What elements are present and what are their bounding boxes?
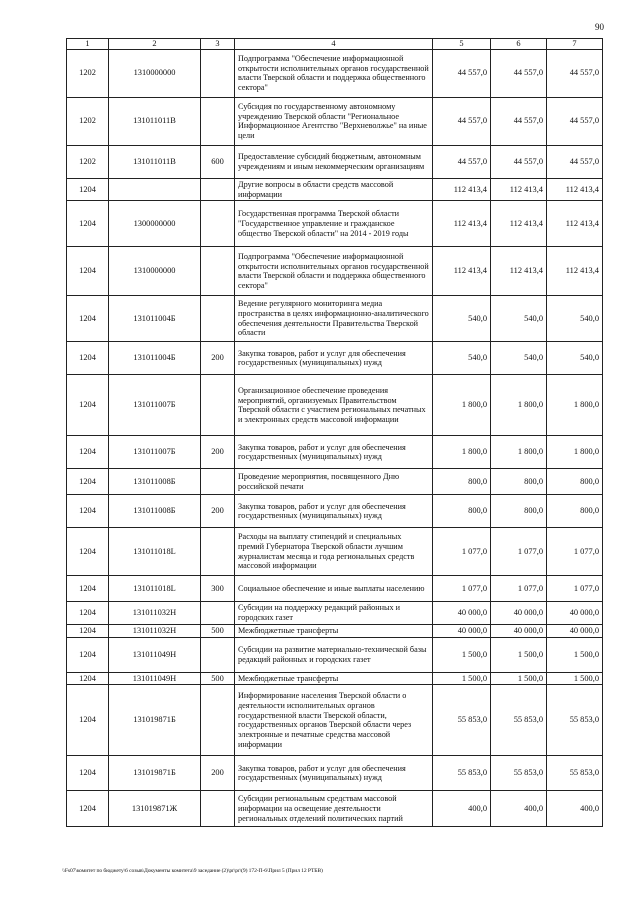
cell-amount-1: 55 853,0 bbox=[433, 756, 491, 791]
cell-amount-1: 400,0 bbox=[433, 791, 491, 827]
cell-amount-2: 1 077,0 bbox=[491, 528, 547, 576]
cell-amount-1: 112 413,4 bbox=[433, 201, 491, 247]
cell-amount-2: 55 853,0 bbox=[491, 685, 547, 756]
cell-amount-1: 44 557,0 bbox=[433, 49, 491, 97]
cell-amount-3: 540,0 bbox=[547, 342, 603, 375]
cell-amount-1: 540,0 bbox=[433, 296, 491, 342]
cell-target-code: 131011018L bbox=[109, 576, 201, 602]
header-col-7: 7 bbox=[547, 39, 603, 50]
cell-target-code: 131019871Ж bbox=[109, 791, 201, 827]
cell-name: Подпрограмма "Обеспечение информационной открытости исполнительных органов государственной власти Тверской области и поддержка общественного сектора" bbox=[235, 49, 433, 97]
table-row bbox=[67, 624, 603, 637]
cell-amount-2: 44 557,0 bbox=[491, 97, 547, 145]
cell-target-code: 131011007Б bbox=[109, 436, 201, 469]
cell-amount-1: 1 077,0 bbox=[433, 528, 491, 576]
table-row bbox=[67, 685, 603, 756]
table-row bbox=[67, 576, 603, 602]
cell-name: Закупка товаров, работ и услуг для обеспечения государственных (муниципальных) нужд bbox=[235, 495, 433, 528]
cell-amount-3: 1 077,0 bbox=[547, 576, 603, 602]
table-row bbox=[67, 342, 603, 375]
cell-amount-3: 112 413,4 bbox=[547, 247, 603, 296]
cell-expense-type: 200 bbox=[201, 756, 235, 791]
table-row bbox=[67, 296, 603, 342]
cell-amount-3: 112 413,4 bbox=[547, 178, 603, 200]
cell-target-code: 131011008Б bbox=[109, 495, 201, 528]
header-col-3: 3 bbox=[201, 39, 235, 50]
table-row bbox=[67, 528, 603, 576]
cell-razdel: 1204 bbox=[67, 247, 109, 296]
cell-amount-3: 44 557,0 bbox=[547, 97, 603, 145]
cell-name: Подпрограмма "Обеспечение информационной открытости исполнительных органов государственной власти Тверской области и поддержка общественного сектора" bbox=[235, 247, 433, 296]
cell-amount-1: 1 800,0 bbox=[433, 436, 491, 469]
header-col-1: 1 bbox=[67, 39, 109, 50]
table-row bbox=[67, 791, 603, 827]
cell-amount-3: 40 000,0 bbox=[547, 624, 603, 637]
cell-expense-type bbox=[201, 178, 235, 200]
cell-amount-2: 800,0 bbox=[491, 495, 547, 528]
cell-expense-type bbox=[201, 201, 235, 247]
cell-razdel: 1204 bbox=[67, 791, 109, 827]
page-number: 90 bbox=[595, 22, 604, 32]
cell-amount-1: 55 853,0 bbox=[433, 685, 491, 756]
cell-amount-2: 112 413,4 bbox=[491, 178, 547, 200]
table-row bbox=[67, 602, 603, 624]
cell-expense-type bbox=[201, 685, 235, 756]
cell-razdel: 1204 bbox=[67, 469, 109, 495]
cell-name: Субсидии на развитие материально-технической базы редакций районных и городских газет bbox=[235, 637, 433, 672]
cell-name: Проведение мероприятия, посвященного Дню российской печати bbox=[235, 469, 433, 495]
cell-amount-3: 1 500,0 bbox=[547, 672, 603, 685]
table-row bbox=[67, 495, 603, 528]
cell-amount-2: 44 557,0 bbox=[491, 49, 547, 97]
cell-target-code: 131011032Н bbox=[109, 602, 201, 624]
table-row bbox=[67, 469, 603, 495]
cell-target-code: 131011018L bbox=[109, 528, 201, 576]
cell-amount-3: 1 800,0 bbox=[547, 375, 603, 436]
cell-amount-1: 40 000,0 bbox=[433, 602, 491, 624]
cell-amount-1: 44 557,0 bbox=[433, 97, 491, 145]
cell-expense-type bbox=[201, 637, 235, 672]
cell-name: Субсидия по государственному автономному учреждению Тверской области "Региональное Информационное Агентство "Верхневолжье" на иные цели bbox=[235, 97, 433, 145]
cell-name: Субсидии региональным средствам массовой информации на освещение деятельности региональных отделений политических партий bbox=[235, 791, 433, 827]
cell-amount-1: 1 500,0 bbox=[433, 672, 491, 685]
cell-expense-type: 600 bbox=[201, 145, 235, 178]
cell-amount-2: 1 800,0 bbox=[491, 375, 547, 436]
cell-expense-type: 300 bbox=[201, 576, 235, 602]
cell-name: Другие вопросы в области средств массовой информации bbox=[235, 178, 433, 200]
cell-razdel: 1204 bbox=[67, 375, 109, 436]
cell-amount-2: 540,0 bbox=[491, 296, 547, 342]
table-row bbox=[67, 436, 603, 469]
cell-name: Предоставление субсидий бюджетным, автономным учреждениям и иным некоммерческим организациям bbox=[235, 145, 433, 178]
cell-target-code: 131011007Б bbox=[109, 375, 201, 436]
cell-target-code: 131011008Б bbox=[109, 469, 201, 495]
cell-amount-1: 112 413,4 bbox=[433, 178, 491, 200]
cell-amount-3: 1 500,0 bbox=[547, 637, 603, 672]
cell-razdel: 1204 bbox=[67, 624, 109, 637]
cell-amount-3: 44 557,0 bbox=[547, 145, 603, 178]
cell-amount-3: 540,0 bbox=[547, 296, 603, 342]
cell-amount-1: 1 500,0 bbox=[433, 637, 491, 672]
cell-razdel: 1202 bbox=[67, 145, 109, 178]
cell-razdel: 1204 bbox=[67, 576, 109, 602]
cell-target-code: 131011004Б bbox=[109, 342, 201, 375]
cell-amount-2: 1 800,0 bbox=[491, 436, 547, 469]
cell-amount-1: 1 800,0 bbox=[433, 375, 491, 436]
cell-razdel: 1204 bbox=[67, 178, 109, 200]
cell-target-code: 131011011В bbox=[109, 145, 201, 178]
cell-razdel: 1204 bbox=[67, 672, 109, 685]
cell-razdel: 1204 bbox=[67, 296, 109, 342]
cell-name: Ведение регулярного мониторинга медиа пространства в целях информационно-аналитического обеспечения деятельности Правительства Тверской области bbox=[235, 296, 433, 342]
table-body bbox=[67, 49, 603, 827]
cell-name: Закупка товаров, работ и услуг для обеспечения государственных (муниципальных) нужд bbox=[235, 342, 433, 375]
cell-amount-3: 400,0 bbox=[547, 791, 603, 827]
cell-name: Государственная программа Тверской области "Государственное управление и гражданское общество Тверской области" на 2014 - 2019 годы bbox=[235, 201, 433, 247]
cell-target-code: 1310000000 bbox=[109, 49, 201, 97]
table-row bbox=[67, 637, 603, 672]
cell-amount-2: 44 557,0 bbox=[491, 145, 547, 178]
cell-target-code: 131019871Б bbox=[109, 756, 201, 791]
cell-target-code: 131011004Б bbox=[109, 296, 201, 342]
cell-amount-1: 800,0 bbox=[433, 469, 491, 495]
header-col-6: 6 bbox=[491, 39, 547, 50]
cell-expense-type bbox=[201, 97, 235, 145]
cell-target-code: 131019871Б bbox=[109, 685, 201, 756]
cell-amount-2: 40 000,0 bbox=[491, 624, 547, 637]
cell-razdel: 1204 bbox=[67, 201, 109, 247]
cell-amount-2: 112 413,4 bbox=[491, 201, 547, 247]
cell-name: Организационное обеспечение проведения мероприятий, организуемых Правительством Тверской области с участием региональных печатных и электронных средств массовой информации bbox=[235, 375, 433, 436]
cell-expense-type bbox=[201, 375, 235, 436]
cell-razdel: 1204 bbox=[67, 495, 109, 528]
header-col-4: 4 bbox=[235, 39, 433, 50]
cell-name: Закупка товаров, работ и услуг для обеспечения государственных (муниципальных) нужд bbox=[235, 756, 433, 791]
cell-amount-3: 1 077,0 bbox=[547, 528, 603, 576]
cell-amount-2: 1 500,0 bbox=[491, 637, 547, 672]
cell-name: Межбюджетные трансферты bbox=[235, 672, 433, 685]
cell-amount-1: 44 557,0 bbox=[433, 145, 491, 178]
cell-razdel: 1204 bbox=[67, 436, 109, 469]
table-row bbox=[67, 672, 603, 685]
cell-expense-type: 500 bbox=[201, 624, 235, 637]
cell-target-code: 131011049Н bbox=[109, 672, 201, 685]
cell-razdel: 1204 bbox=[67, 342, 109, 375]
cell-target-code: 131011049Н bbox=[109, 637, 201, 672]
cell-amount-3: 44 557,0 bbox=[547, 49, 603, 97]
cell-name: Межбюджетные трансферты bbox=[235, 624, 433, 637]
cell-amount-2: 112 413,4 bbox=[491, 247, 547, 296]
table-row bbox=[67, 375, 603, 436]
cell-amount-1: 1 077,0 bbox=[433, 576, 491, 602]
cell-amount-3: 112 413,4 bbox=[547, 201, 603, 247]
cell-name: Субсидии на поддержку редакций районных и городских газет bbox=[235, 602, 433, 624]
table-row bbox=[67, 201, 603, 247]
cell-razdel: 1202 bbox=[67, 97, 109, 145]
cell-name: Закупка товаров, работ и услуг для обеспечения государственных (муниципальных) нужд bbox=[235, 436, 433, 469]
cell-expense-type: 200 bbox=[201, 495, 235, 528]
cell-amount-2: 400,0 bbox=[491, 791, 547, 827]
cell-amount-3: 55 853,0 bbox=[547, 685, 603, 756]
cell-expense-type: 200 bbox=[201, 342, 235, 375]
cell-razdel: 1204 bbox=[67, 602, 109, 624]
cell-name: Информирование населения Тверской области о деятельности исполнительных органов государственной власти Тверской области, государственных органов Тверской области через электронные и печатные средства массовой информации bbox=[235, 685, 433, 756]
cell-target-code: 131011011В bbox=[109, 97, 201, 145]
table-row bbox=[67, 145, 603, 178]
cell-name: Расходы на выплату стипендий и специальных премий Губернатора Тверской области лучшим журналистам месяца и года региональных средств массовой информации bbox=[235, 528, 433, 576]
cell-amount-2: 40 000,0 bbox=[491, 602, 547, 624]
cell-target-code: 1300000000 bbox=[109, 201, 201, 247]
table-row bbox=[67, 756, 603, 791]
budget-table bbox=[66, 38, 603, 827]
cell-amount-1: 800,0 bbox=[433, 495, 491, 528]
cell-expense-type bbox=[201, 296, 235, 342]
cell-amount-3: 800,0 bbox=[547, 495, 603, 528]
table-row bbox=[67, 97, 603, 145]
cell-name: Социальное обеспечение и иные выплаты населению bbox=[235, 576, 433, 602]
cell-target-code: 131011032Н bbox=[109, 624, 201, 637]
cell-amount-2: 540,0 bbox=[491, 342, 547, 375]
cell-amount-1: 40 000,0 bbox=[433, 624, 491, 637]
cell-razdel: 1204 bbox=[67, 637, 109, 672]
cell-amount-2: 55 853,0 bbox=[491, 756, 547, 791]
table-header-row bbox=[67, 39, 603, 50]
cell-razdel: 1204 bbox=[67, 685, 109, 756]
cell-amount-3: 800,0 bbox=[547, 469, 603, 495]
table-row bbox=[67, 49, 603, 97]
cell-expense-type: 200 bbox=[201, 436, 235, 469]
cell-amount-3: 1 800,0 bbox=[547, 436, 603, 469]
cell-razdel: 1204 bbox=[67, 756, 109, 791]
cell-amount-1: 112 413,4 bbox=[433, 247, 491, 296]
table-row bbox=[67, 178, 603, 200]
cell-expense-type bbox=[201, 247, 235, 296]
cell-amount-3: 55 853,0 bbox=[547, 756, 603, 791]
cell-expense-type: 500 bbox=[201, 672, 235, 685]
cell-amount-1: 540,0 bbox=[433, 342, 491, 375]
cell-amount-2: 800,0 bbox=[491, 469, 547, 495]
table-row bbox=[67, 247, 603, 296]
cell-amount-3: 40 000,0 bbox=[547, 602, 603, 624]
header-col-5: 5 bbox=[433, 39, 491, 50]
header-col-2: 2 bbox=[109, 39, 201, 50]
cell-target-code: 1310000000 bbox=[109, 247, 201, 296]
cell-expense-type bbox=[201, 602, 235, 624]
cell-expense-type bbox=[201, 791, 235, 827]
cell-amount-2: 1 500,0 bbox=[491, 672, 547, 685]
cell-target-code bbox=[109, 178, 201, 200]
cell-expense-type bbox=[201, 528, 235, 576]
cell-amount-2: 1 077,0 bbox=[491, 576, 547, 602]
cell-expense-type bbox=[201, 469, 235, 495]
cell-razdel: 1202 bbox=[67, 49, 109, 97]
cell-razdel: 1204 bbox=[67, 528, 109, 576]
footer-file-path: \\Fs07\комитет по бюджету\6 созыв\Документы комитета\9 заседание (2)\pr\pr\(9) 172-П-6\Прил 5 (Прил 12 РТБВ) bbox=[62, 868, 323, 874]
cell-expense-type bbox=[201, 49, 235, 97]
